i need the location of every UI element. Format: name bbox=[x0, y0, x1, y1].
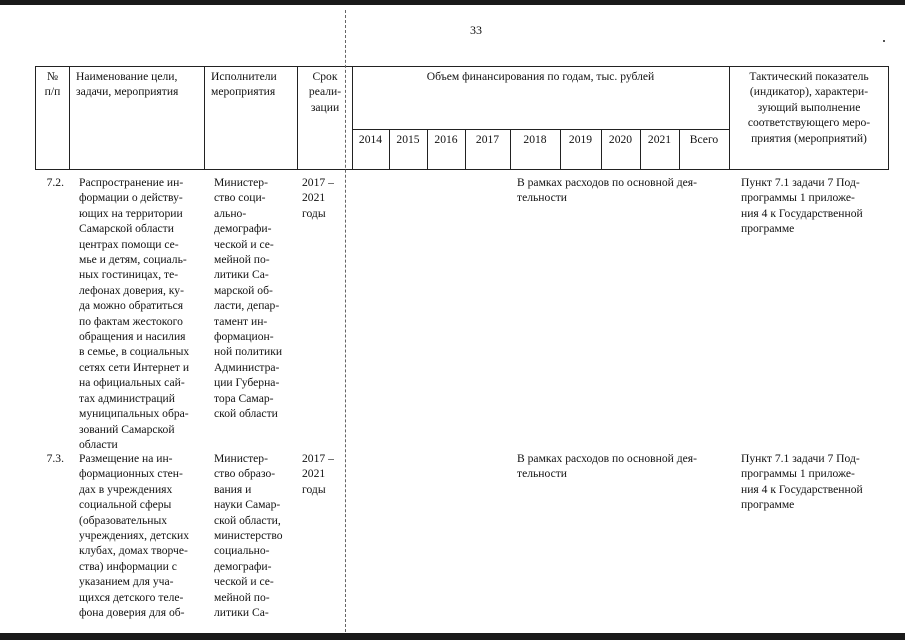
header-term: Срок реали- зации bbox=[308, 70, 342, 114]
year-2016: 2016 bbox=[434, 133, 458, 146]
year-2021: 2021 bbox=[647, 133, 672, 146]
scan-speck bbox=[883, 40, 885, 42]
bottom-border bbox=[0, 633, 905, 640]
row-name: Распространение ин- формации о действу- ющих на территории Самарской области центрах помощи се- мье и детям, социаль- ных гостиницах, те- лефонах доверия, ку- да можно обратиться по фактам жестокого обращения и насилия в семье, в социальных сетях сети Интернет и на официальных сай- тах администраций муниципальных обра- зований Самарской области bbox=[79, 176, 190, 451]
row-term: 2017 – 2021 годы bbox=[302, 176, 334, 220]
year-2019: 2019 bbox=[568, 133, 593, 146]
year-2018: 2018 bbox=[523, 133, 547, 146]
row-executors: Министер- ство образо- вания и науки Самар- ской области, министерство социально- демографи- ческой и се- мейной по- литики Са- bbox=[214, 452, 283, 620]
row-executors: Министер- ство соци- ально- демографи- ческой и се- мейной по- литики Са- марской об- ласти, депар- тамент ин- формацион- ной политики Администра- ции Губерна- тора Самар- ской области bbox=[214, 176, 283, 421]
header-funding: Объем финансирования по годам, тыс. рублей bbox=[426, 70, 655, 83]
row-indicator: Пункт 7.1 задачи 7 Под- программы 1 приложе- ния 4 к Государственной программе bbox=[741, 176, 863, 236]
row-term: 2017 – 2021 годы bbox=[302, 452, 334, 496]
year-2015: 2015 bbox=[396, 133, 420, 146]
row-num: 7.3. bbox=[46, 452, 64, 465]
page-number: 33 bbox=[470, 23, 482, 37]
header-name: Наименование цели, задачи, мероприятия bbox=[76, 70, 179, 99]
year-total: Всего bbox=[689, 133, 719, 146]
row-funding: В рамках расходов по основной дея- тельности bbox=[517, 452, 697, 481]
row-name: Размещение на ин- формационных стен- дах в учреждениях социальной сферы (образовательных учреждениях, детских клубах, домах творче- ства) информации с указанием для уча- щихся детского теле- фона доверия для об- bbox=[79, 452, 189, 620]
header-executors: Исполнители мероприятия bbox=[211, 70, 277, 99]
top-border bbox=[0, 0, 905, 5]
header-indicator: Тактический показатель (индикатор), характери- зующий выполнение соответствующего меро- приятия (мероприятий) bbox=[747, 70, 871, 145]
year-2020: 2020 bbox=[608, 133, 633, 146]
row-funding: В рамках расходов по основной дея- тельности bbox=[517, 176, 697, 205]
header-num: № п/п bbox=[44, 70, 61, 99]
year-2017: 2017 bbox=[475, 133, 500, 146]
row-indicator: Пункт 7.1 задачи 7 Под- программы 1 приложе- ния 4 к Государственной программе bbox=[741, 452, 863, 512]
year-2014: 2014 bbox=[358, 133, 383, 146]
row-num: 7.2. bbox=[46, 176, 64, 189]
